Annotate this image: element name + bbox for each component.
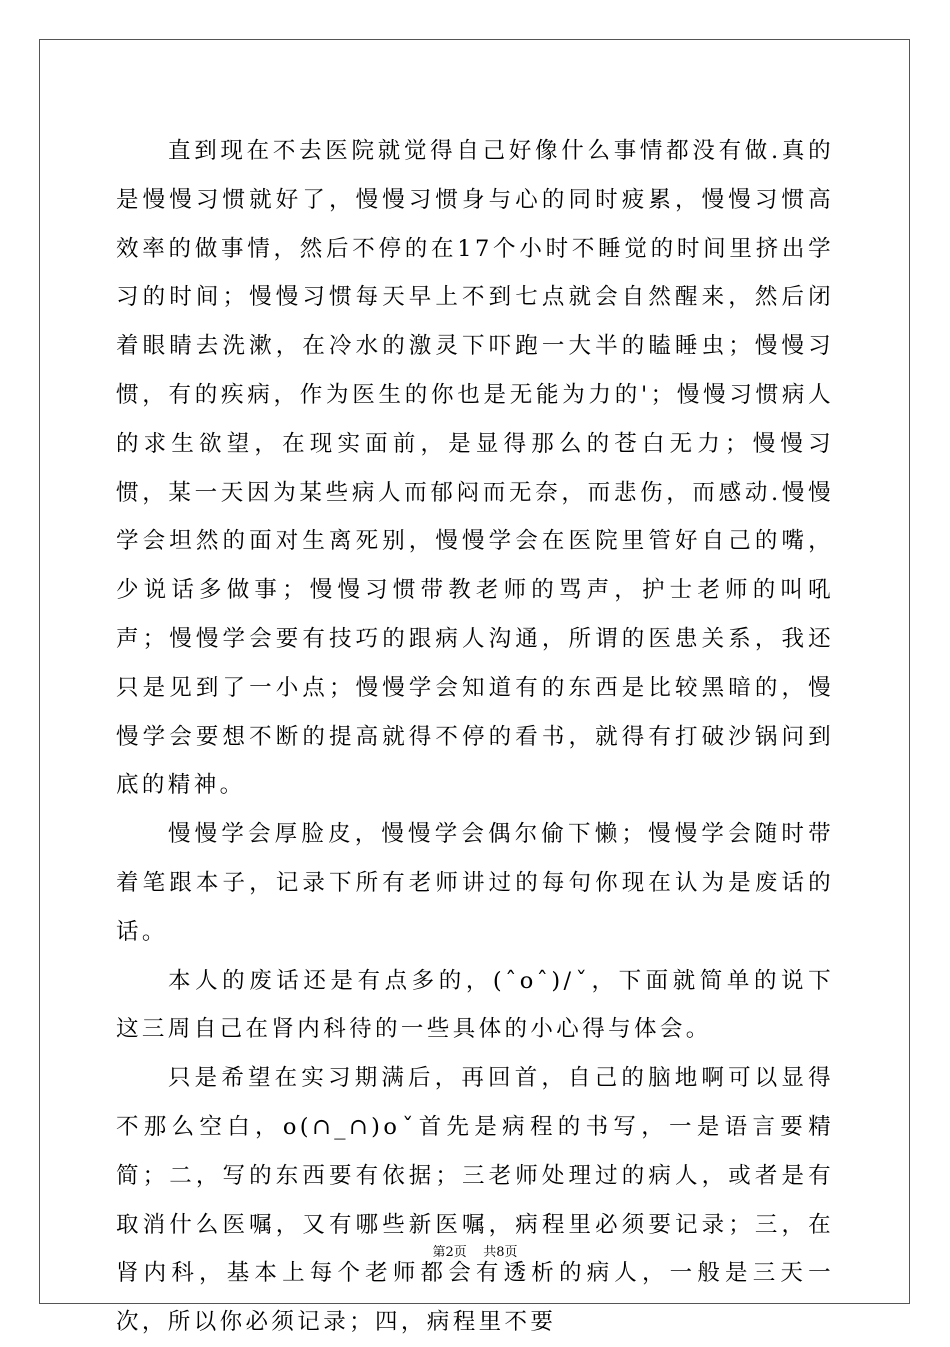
paragraph-1: 直到现在不去医院就觉得自己好像什么事情都没有做.真的是慢慢习惯就好了，慢慢习惯身与心的同时疲累，慢慢习惯高效率的做事情，然后不停的在17个小时不睡觉的时间里挤出学习的时间；慢慢习惯每天早上不到七点就会自然醒来，然后闭着眼睛去洗漱，在冷水的激灵下吓跑一大半的瞌睡虫；慢慢习惯，有的疾病，作为医生的你也是无能为力的'；慢慢习惯病人的求生欲望，在现实面前，是显得那么的苍白无力；慢慢习惯，某一天因为某些病人而郁闷而无奈，而悲伤，而感动.慢慢学会坦然的面对生离死别，慢慢学会在医院里管好自己的嘴，少说话多做事；慢慢习惯带教老师的骂声，护士老师的叫吼声；慢慢学会要有技巧的跟病人沟通，所谓的医患关系，我还只是见到了一小点；慢慢学会知道有的东西是比较黑暗的，慢慢学会要想不断的提高就得不停的看书，就得有打破沙锅问到底的精神。 — [116, 138, 834, 799]
paragraph-4: 只是希望在实习期满后，再回首，自己的脑地啊可以显得不那么空白，o(∩_∩)oˇ首先是病程的书写，一是语言要精简；二，写的东西要有依据；三老师处理过的病人，或者是有取消什么医嘱，又有哪些新医嘱，病程里必须要记录；三，在肾内科，基本上每个老师都会有透析的病人，一般是三天一次，所以你必须记录；四，病程里不要 — [116, 1065, 834, 1336]
document-body — [116, 127, 834, 1347]
paragraph-2: 慢慢学会厚脸皮，慢慢学会偶尔偷下懒；慢慢学会随时带着笔跟本子，记录下所有老师讲过的每句你现在认为是废话的话。 — [116, 821, 834, 945]
paragraph-3: 本人的废话还是有点多的，(ˆoˆ)/ˇ，下面就简单的说下这三周自己在肾内科待的一些具体的小心得与体会。 — [116, 967, 834, 1043]
page-total: 共8页 — [483, 1245, 518, 1260]
page-footer — [0, 1241, 950, 1260]
page-number: 第2页 — [432, 1245, 467, 1260]
